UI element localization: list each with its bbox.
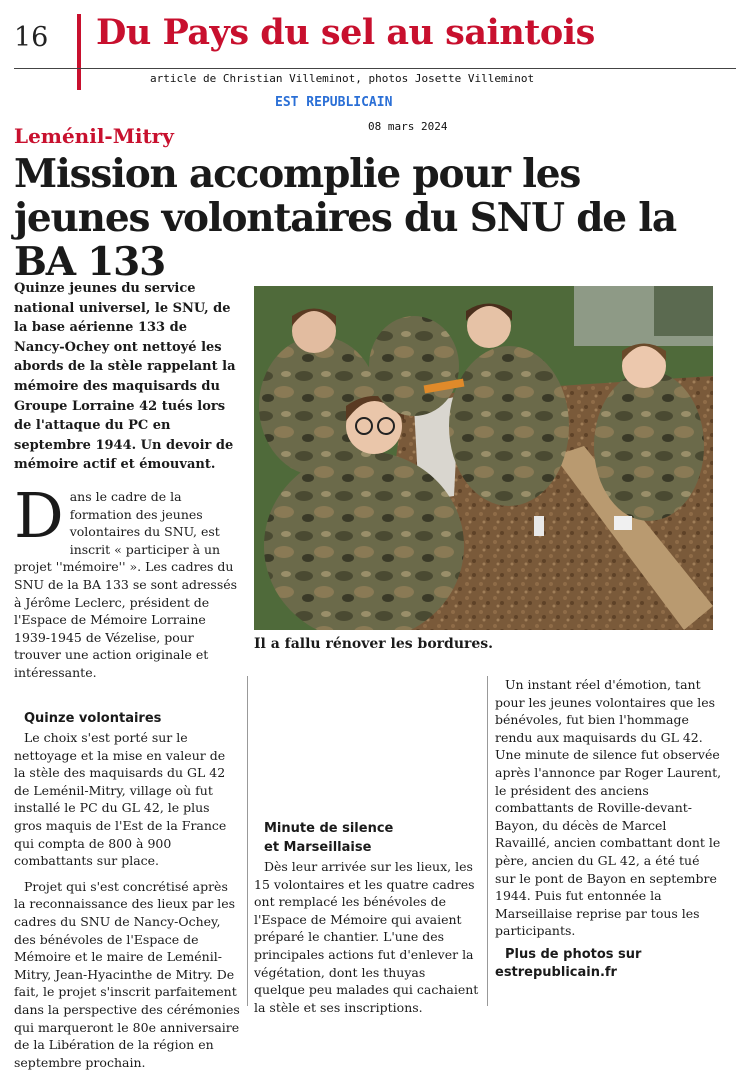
header-red-bar	[77, 14, 81, 90]
photo-illustration	[254, 286, 713, 630]
column-2	[254, 676, 479, 1016]
column-3	[495, 676, 723, 982]
publication-date: 08 mars 2024	[368, 120, 448, 133]
newspaper-source: EST REPUBLICAIN	[275, 95, 393, 110]
paragraph-3: Dès leur arrivée sur les lieux, les 15 volontaires et les quatre cadres ont remplacé les bénévoles de l'Espace de Mémoire qui avaient préparé le chantier. L'une des principales actions fut d'enlever la végétation, dont les thuyas quelque peu malades qui cachaient la stèle et ses inscriptions.	[254, 859, 479, 1015]
column-divider-2	[487, 676, 488, 1006]
page-number: 16	[14, 22, 49, 53]
more-photos-link[interactable]: Plus de photos sur estrepublicain.fr	[495, 946, 642, 980]
article-place: Leménil-Mitry	[14, 124, 174, 148]
article-credit: article de Christian Villeminot, photos Josette Villeminot	[150, 72, 535, 85]
article-intro	[14, 479, 240, 682]
paragraph-1: Le choix s'est porté sur le nettoyage et la mise en valeur de la stèle des maquisards du GL 42 de Leménil-Mitry, village où fut installé le PC du GL 42, le plus gros maquis de l'Est de la France qui compta de 800 à 900 combattants sur place.	[14, 730, 227, 869]
intro-text: ans le cadre de la formation des jeunes volontaires du SNU, est inscrit « participer à un projet ''mémoire'' ». Les cadres du SNU de la BA 133 se sont adressés à Jérôme Leclerc, président de l'Espace de Mémoire Lorraine 1939-1945 de Vézelise, pour trouver une action originale et intéressante.	[14, 489, 238, 680]
subhead-quinze-volontaires: Quinze volontaires	[24, 711, 162, 726]
section-rubric: Du Pays du sel au saintois	[96, 12, 595, 53]
article-photo	[254, 286, 713, 630]
column-divider-1	[247, 676, 248, 1006]
article-headline: Mission accomplie pour les jeunes volontaires du SNU de la BA 133	[14, 151, 676, 285]
column-1	[14, 710, 240, 1071]
header-rule	[14, 68, 736, 69]
subhead-minute-line2: et Marseillaise	[264, 840, 372, 855]
column-2-continuation-space	[254, 676, 479, 816]
photo-caption: Il a fallu rénover les bordures.	[254, 636, 494, 652]
article-lead: Quinze jeunes du service national universel, le SNU, de la base aérienne 133 de Nancy-Ochey ont nettoyé les abords de la stèle rappelant la mémoire des maquisards du Groupe Lorraine 42 tués lors de l'attaque du PC en septembre 1944. Un devoir de mémoire actif et émouvant.	[14, 281, 236, 473]
paragraph-4: Un instant réel d'émotion, tant pour les jeunes volontaires que les bénévoles, fut bien l'hommage rendu aux maquisards du GL 42. Une minute de silence fut observée après l'annonce par Roger Laurent, le président des anciens combattants de Roville-devant-Bayon, du décès de Marcel Ravaillé, ancien combattant dont le père, ancien du GL 42, a été tué sur le pont de Bayon en septembre 1944. Puis fut entonnée la Marseillaise reprise par tous les participants.	[495, 677, 722, 939]
subhead-minute-line1: Minute de silence	[264, 821, 394, 836]
drop-cap: D	[14, 479, 64, 552]
paragraph-2: Projet qui s'est concrétisé après la reconnaissance des lieux par les cadres du SNU de Nancy-Ochey, des bénévoles de l'Espace de Mémoire et le maire de Leménil-Mitry, Jean-Hyacinthe de Mitry. De fait, le projet s'inscrit parfaitement dans la perspective des cérémonies qui marqueront le 80e anniversaire de la Libération de la région en septembre prochain.	[14, 878, 240, 1070]
